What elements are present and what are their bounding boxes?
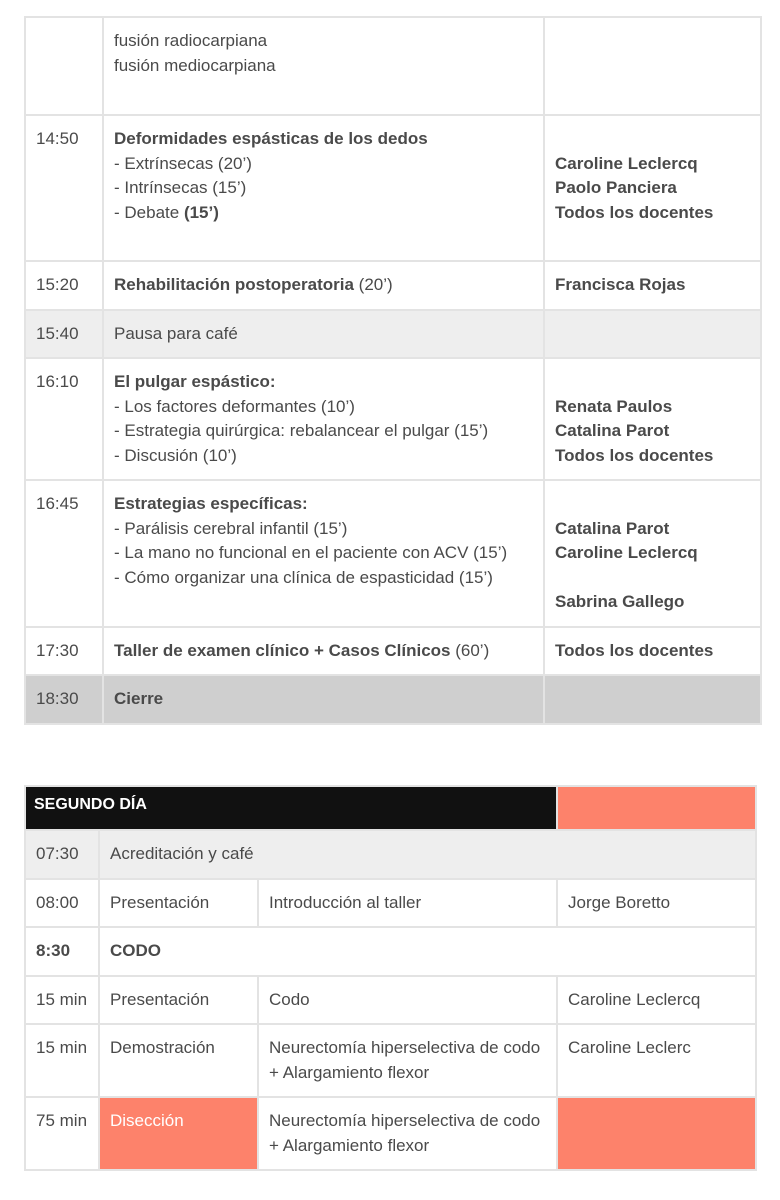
speaker-cell [557, 1097, 756, 1170]
table-row [25, 358, 761, 480]
header-accent-cell [557, 786, 756, 830]
topic-cell: Cierre [103, 675, 544, 724]
table-row [25, 1097, 756, 1170]
time-cell: 15:20 [25, 261, 103, 310]
speaker-cell: Caroline Leclercq Paolo Panciera Todos los docentes [544, 115, 761, 261]
activity-cell: Presentación [99, 976, 258, 1025]
time-cell: 16:10 [25, 358, 103, 480]
time-cell: 07:30 [25, 830, 99, 879]
activity-cell: Disección [99, 1097, 258, 1170]
speaker-cell: Caroline Leclercq [557, 976, 756, 1025]
topic-cell: fusión radiocarpiana fusión mediocarpiana [103, 17, 544, 115]
topic-cell: Taller de examen clínico + Casos Clínicos (60’) [103, 627, 544, 676]
activity-cell: Presentación [99, 879, 258, 928]
table-row [25, 675, 761, 724]
topic-cell: Estrategias específicas: - Parálisis cerebral infantil (15’) - La mano no funcional en el paciente con ACV (15’) - Cómo organizar una clínica de espasticidad (15’) [103, 480, 544, 627]
time-cell: 16:45 [25, 480, 103, 627]
speaker-cell: Francisca Rojas [544, 261, 761, 310]
time-cell: 08:00 [25, 879, 99, 928]
table-row [25, 627, 761, 676]
speaker-cell [544, 17, 761, 115]
topic-cell: Neurectomía hiperselectiva de codo + Alargamiento flexor [258, 1024, 557, 1097]
topic-cell: Pausa para café [103, 310, 544, 359]
speaker-cell: Caroline Leclerc [557, 1024, 756, 1097]
time-cell [25, 17, 103, 115]
topic-cell: Neurectomía hiperselectiva de codo + Alargamiento flexor [258, 1097, 557, 1170]
day1-schedule-table [24, 16, 762, 725]
table-row [25, 927, 756, 976]
table-row [25, 261, 761, 310]
time-cell: 15 min [25, 1024, 99, 1097]
topic-cell: El pulgar espástico: - Los factores deformantes (10’) - Estrategia quirúrgica: rebalancear el pulgar (15’) - Discusión (10’) [103, 358, 544, 480]
table-row [25, 786, 756, 830]
time-cell: 18:30 [25, 675, 103, 724]
topic-cell: Rehabilitación postoperatoria (20’) [103, 261, 544, 310]
table-row [25, 310, 761, 359]
topic-cell: Introducción al taller [258, 879, 557, 928]
day-header: SEGUNDO DÍA [25, 786, 557, 830]
time-cell: 17:30 [25, 627, 103, 676]
table-row [25, 17, 761, 115]
speaker-cell: Todos los docentes [544, 627, 761, 676]
topic-cell: Codo [258, 976, 557, 1025]
activity-cell: Demostración [99, 1024, 258, 1097]
table-row [25, 480, 761, 627]
table-row [25, 1024, 756, 1097]
table-row [25, 976, 756, 1025]
time-cell: 8:30 [25, 927, 99, 976]
topic-cell: Deformidades espásticas de los dedos - Extrínsecas (20’) - Intrínsecas (15’) - Debate (15’) [103, 115, 544, 261]
time-cell: 15 min [25, 976, 99, 1025]
section-cell: CODO [99, 927, 756, 976]
day2-schedule-table [24, 785, 757, 1171]
speaker-cell [544, 310, 761, 359]
speaker-cell [544, 675, 761, 724]
table-row [25, 115, 761, 261]
speaker-cell: Renata Paulos Catalina Parot Todos los docentes [544, 358, 761, 480]
activity-cell: Acreditación y café [99, 830, 756, 879]
table-row [25, 879, 756, 928]
time-cell: 15:40 [25, 310, 103, 359]
table-row [25, 830, 756, 879]
time-cell: 14:50 [25, 115, 103, 261]
speaker-cell: Jorge Boretto [557, 879, 756, 928]
time-cell: 75 min [25, 1097, 99, 1170]
speaker-cell: Catalina Parot Caroline Leclercq Sabrina Gallego [544, 480, 761, 627]
